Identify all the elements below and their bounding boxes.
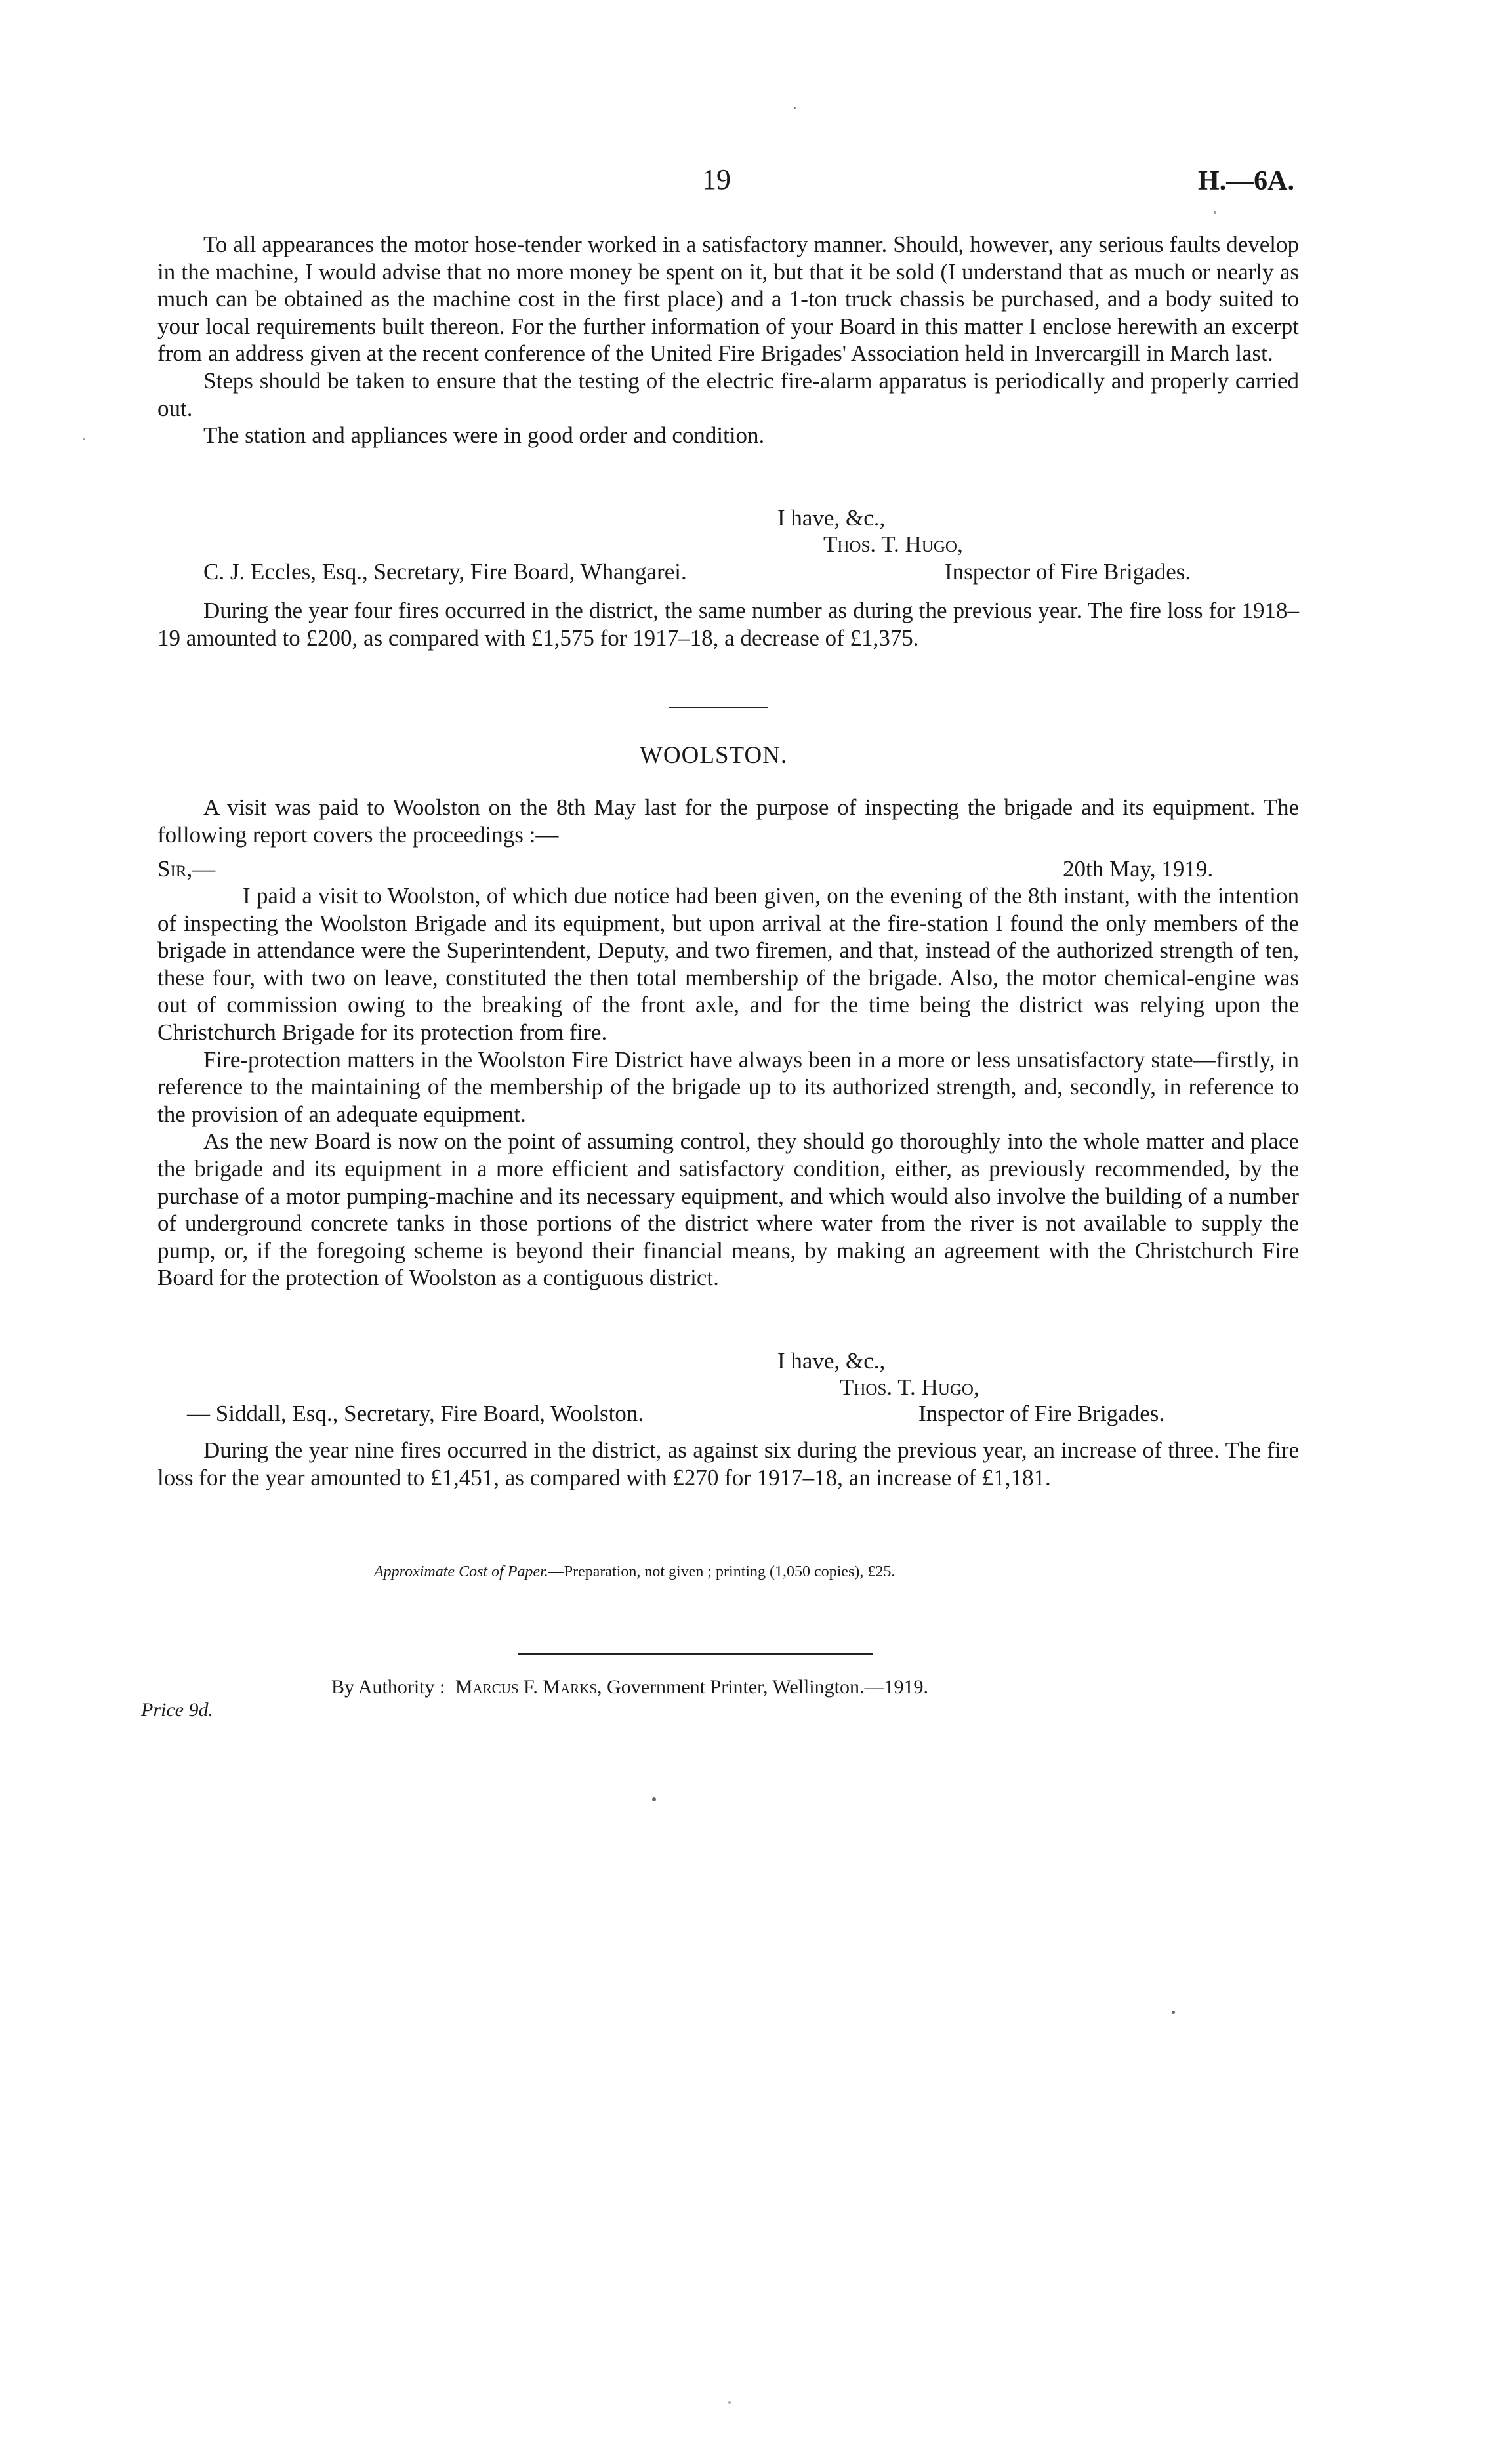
price: Price 9d. <box>141 1699 213 1721</box>
signatory-title: Inspector of Fire Brigades. <box>945 559 1191 585</box>
summary-paragraph: During the year four fires occurred in the district, the same number as during the previous year. The fire loss for 1918–19 amounted to £200, as compared with £1,575 for 1917–18, a decrease of £1,375. <box>157 598 1299 651</box>
signatory-title: Inspector of Fire Brigades. <box>918 1401 1165 1426</box>
salutation: Sir,— <box>157 856 216 882</box>
scan-speck <box>1214 211 1216 214</box>
addressee: C. J. Eccles, Esq., Secretary, Fire Board, Whangarei. <box>203 559 687 585</box>
footer-rule <box>518 1653 873 1655</box>
scan-speck <box>728 2401 731 2404</box>
woolston-intro: A visit was paid to Woolston on the 8th May last for the purpose of inspecting the brigade and its equipment. The following report covers the proceedings :— <box>157 794 1299 848</box>
woolston-letter-body <box>157 882 1299 1292</box>
summary-paragraph: During the year nine fires occurred in the district, as against six during the previous year, an increase of three. The fire loss for the year amounted to £1,451, as compared with £270 for 1917–18, an increase of £1,181. <box>157 1437 1299 1490</box>
paragraph: I paid a visit to Woolston, of which due notice had been given, on the evening of the 8th instant, with the intention of inspecting the Woolston Brigade and its equipment, but upon arrival at the fire-station I found the only members of the brigade in attendance were the Superintendent, Deputy, and two firemen, and that, instead of the authorized strength of ten, these four, with two on leave, constituted the then total membership of the brigade. Also, the motor chemical-engine was out of commission owing to the breaking of the front axle, and for the time being the district was relying upon the Christchurch Brigade for its protection from fire. <box>157 883 1299 1045</box>
paragraph: Steps should be taken to ensure that the testing of the electric fire-alarm apparatus is periodically and properly carried out. <box>157 367 1299 421</box>
section-heading: WOOLSTON. <box>640 742 788 769</box>
letter-date: 20th May, 1919. <box>1063 856 1214 882</box>
paragraph: Fire-protection matters in the Woolston Fire District have always been in a more or less unsatisfactory state—firstly, in reference to the maintaining of the membership of the brigade up to its authorized strength, and, secondly, in reference to the provision of an adequate equipment. <box>157 1046 1299 1127</box>
paragraph: The station and appliances were in good order and condition. <box>203 422 765 449</box>
scan-speck <box>652 1797 656 1801</box>
signatory-name: Thos. T. Hugo, <box>840 1374 979 1400</box>
scan-speck <box>1172 2011 1175 2014</box>
scan-speck <box>83 438 85 440</box>
cost-of-paper-note: Approximate Cost of Paper.—Preparation, not given ; printing (1,050 copies), £25. <box>374 1563 896 1580</box>
paragraph: As the new Board is now on the point of assuming control, they should go thoroughly into the whole matter and place the brigade and its equipment in a more efficient and satisfactory condition, either, as previously recommended, by the purchase of a motor pumping-machine and its necessary equipment, and which would also involve the building of a number of underground concrete tanks in those portions of the district where water from the river is not available to supply the pump, or, if the foregoing scheme is beyond their financial means, by making an agreement with the Christchurch Fire Board for the protection of Woolston as a contiguous district. <box>157 1128 1299 1291</box>
printer-imprint: By Authority : Marcus F. Marks, Government Printer, Wellington.—1919. <box>331 1676 928 1698</box>
page-number: 19 <box>702 163 731 195</box>
closing-formula: I have, &c., <box>777 505 886 531</box>
document-reference: H.—6A. <box>1198 166 1294 196</box>
section-divider <box>669 707 768 708</box>
scan-speck <box>794 107 796 109</box>
signatory-name: Thos. T. Hugo, <box>823 531 963 557</box>
paragraph: To all appearances the motor hose-tender worked in a satisfactory manner. Should, however, any serious faults develop in the machine, I would advise that no more money be spent on it, but that it be sold (I understand that as much or nearly as much can be obtained as the machine cost in the first place) and a 1-ton truck chassis be purchased, and a body suited to your local requirements built thereon. For the further information of your Board in this matter I enclose herewith an excerpt from an address given at the recent conference of the United Fire Brigades' Association held in Invercargill in March last. <box>157 232 1299 367</box>
top-section-body <box>157 231 1299 449</box>
addressee: — Siddall, Esq., Secretary, Fire Board, Woolston. <box>187 1401 644 1426</box>
closing-formula: I have, &c., <box>777 1348 886 1374</box>
